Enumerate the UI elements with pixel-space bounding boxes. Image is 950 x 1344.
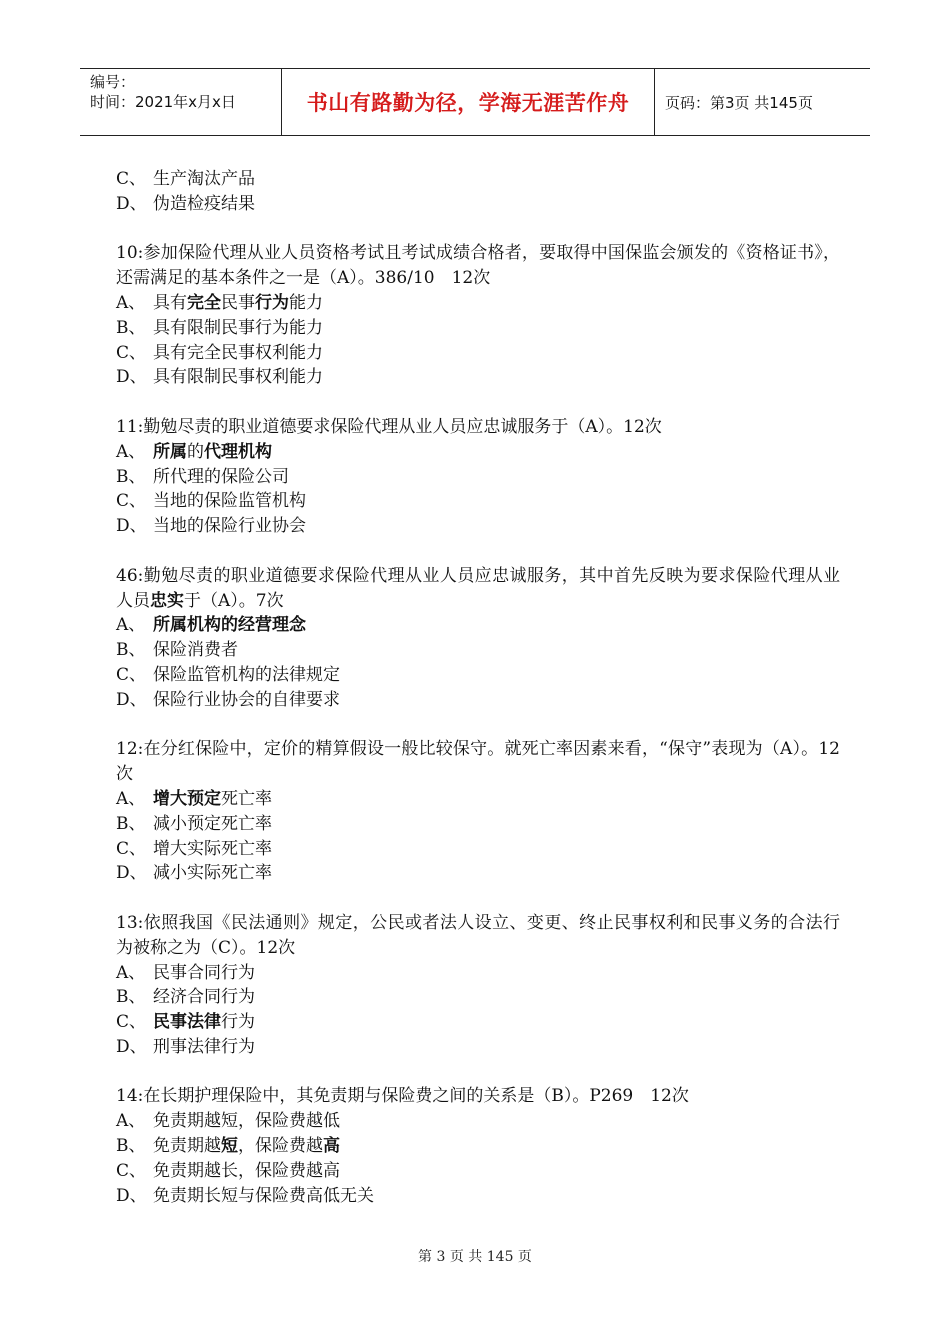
question-stem: 10:参加保险代理从业人员资格考试且考试成绩合格者，要取得中国保监会颁发的《资格证书》，还需满足的基本条件之一是（A）。386/10 12次 [116, 243, 840, 289]
option-letter: C、 [116, 664, 147, 685]
option-letter: C、 [116, 169, 147, 189]
stem-text: 于（A）。7次 [184, 590, 284, 611]
question-block [116, 1084, 840, 1208]
question-stem: 12:在分红保险中，定价的精算假设一般比较保守。就死亡率因素来看，“保守”表现为（A）。12次 [116, 739, 840, 785]
option-emphasis: 行为 [255, 292, 289, 313]
option-letter: D、 [116, 689, 147, 710]
answer-option [116, 514, 840, 539]
header-page-info [655, 69, 870, 135]
page-footer: 第 3 页 共 145 页 [418, 1249, 532, 1265]
option-text: 所代理的保险公司 [153, 466, 289, 487]
option-text: 民事合同行为 [153, 962, 255, 983]
answer-option [116, 961, 840, 986]
date-label: 时间：2021年x月x日 [90, 93, 236, 111]
answer-option [116, 192, 840, 217]
answer-option [116, 837, 840, 862]
option-emphasis: 代理机构 [204, 441, 272, 462]
option-letter: D、 [116, 193, 147, 214]
page-info: 页码：第3页 共145页 [665, 93, 813, 112]
answer-option [116, 613, 840, 638]
option-letter: D、 [116, 367, 147, 388]
option-emphasis: 增大预定 [153, 788, 221, 809]
question-block [116, 911, 840, 1060]
stem-text: 46:勤勉尽责的职业道德要求保险代理从业人员应忠诚服务，其中首先反映为要求保险代理从业人员 [116, 565, 840, 611]
option-text: 免责期越长，保险费越高 [153, 1160, 340, 1181]
answer-option [116, 985, 840, 1010]
option-text: ，保险费越 [238, 1136, 323, 1157]
option-text: 的 [187, 441, 204, 462]
answer-option [116, 291, 840, 316]
option-letter: B、 [116, 987, 146, 1008]
option-text: 经济合同行为 [153, 987, 255, 1008]
option-letter: D、 [116, 1185, 147, 1206]
page-header [80, 68, 870, 136]
stem-emphasis: 忠实 [150, 590, 184, 611]
option-text: 行为 [221, 1012, 255, 1033]
slogan: 书山有路勤为径，学海无涯苦作舟 [306, 91, 630, 115]
option-letter: A、 [116, 1111, 146, 1132]
option-text: 具有完全民事权利能力 [153, 342, 323, 363]
question-block [116, 737, 840, 886]
option-letter: B、 [116, 813, 146, 834]
question-block [116, 564, 840, 713]
option-text: 具有限制民事权利能力 [153, 367, 323, 388]
option-letter: D、 [116, 863, 147, 884]
option-text: 免责期越短，保险费越低 [153, 1111, 340, 1132]
answer-option [116, 812, 840, 837]
question-block [116, 415, 840, 539]
option-text: 伪造检疫结果 [153, 193, 255, 214]
option-letter: C、 [116, 1012, 147, 1033]
question-stem: 11:勤勉尽责的职业道德要求保险代理从业人员应忠诚服务于（A）。12次 [116, 416, 662, 437]
option-emphasis: 所属机构的经营理念 [153, 615, 306, 636]
option-text: 当地的保险监管机构 [153, 491, 306, 512]
answer-option [116, 1109, 840, 1134]
question-stem: 13:依照我国《民法通则》规定，公民或者法人设立、变更、终止民事权利和民事义务的合法行为被称之为（C）。12次 [116, 912, 840, 958]
option-text: 免责期长短与保险费高低无关 [153, 1185, 374, 1206]
header-meta [80, 69, 281, 135]
option-text: 刑事法律行为 [153, 1036, 255, 1057]
option-letter: A、 [116, 788, 146, 809]
answer-option [116, 365, 840, 390]
option-text: 保险行业协会的自律要求 [153, 689, 340, 710]
number-label: 编号： [90, 73, 136, 91]
option-letter: A、 [116, 615, 146, 636]
answer-option [116, 316, 840, 341]
answer-option [116, 465, 840, 490]
option-text: 减小预定死亡率 [153, 813, 272, 834]
option-emphasis: 高 [323, 1136, 340, 1157]
option-letter: D、 [116, 516, 147, 537]
header-slogan-cell [281, 69, 655, 135]
option-letter: B、 [116, 317, 146, 338]
answer-option [116, 861, 840, 886]
option-letter: B、 [116, 466, 146, 487]
answer-option [116, 638, 840, 663]
option-text: 生产淘汰产品 [153, 169, 255, 189]
question-list [116, 167, 840, 1233]
option-text: 保险监管机构的法律规定 [153, 664, 340, 685]
option-text: 免责期越 [153, 1136, 221, 1157]
option-letter: B、 [116, 1136, 146, 1157]
answer-option [116, 1134, 840, 1159]
option-letter: C、 [116, 1160, 147, 1181]
answer-option [116, 1184, 840, 1209]
option-emphasis: 完全 [187, 292, 221, 313]
option-text: 能力 [289, 292, 323, 313]
answer-option [116, 489, 840, 514]
option-letter: A、 [116, 292, 146, 313]
answer-option [116, 787, 840, 812]
option-text: 具有 [153, 292, 187, 313]
option-text: 当地的保险行业协会 [153, 516, 306, 537]
option-letter: A、 [116, 441, 146, 462]
option-letter: B、 [116, 640, 146, 661]
question-stem [116, 564, 840, 614]
option-letter: C、 [116, 838, 147, 859]
answer-option [116, 663, 840, 688]
answer-option [116, 1010, 840, 1035]
question-block [116, 241, 840, 390]
option-letter: C、 [116, 491, 147, 512]
option-text: 增大实际死亡率 [153, 838, 272, 859]
question-block [116, 167, 840, 217]
answer-option [116, 167, 840, 192]
answer-option [116, 1035, 840, 1060]
answer-option [116, 688, 840, 713]
answer-option [116, 1159, 840, 1184]
option-text: 民事 [221, 292, 255, 313]
option-text: 保险消费者 [153, 640, 238, 661]
question-stem: 14:在长期护理保险中，其免责期与保险费之间的关系是（B）。P269 12次 [116, 1086, 689, 1107]
option-text: 死亡率 [221, 788, 272, 809]
option-text: 具有限制民事行为能力 [153, 317, 323, 338]
option-emphasis: 所属 [153, 441, 187, 462]
option-letter: D、 [116, 1036, 147, 1057]
answer-option [116, 341, 840, 366]
option-text: 减小实际死亡率 [153, 863, 272, 884]
option-emphasis: 民事法律 [153, 1012, 221, 1033]
option-emphasis: 短 [221, 1136, 238, 1157]
option-letter: A、 [116, 962, 146, 983]
answer-option [116, 440, 840, 465]
option-letter: C、 [116, 342, 147, 363]
